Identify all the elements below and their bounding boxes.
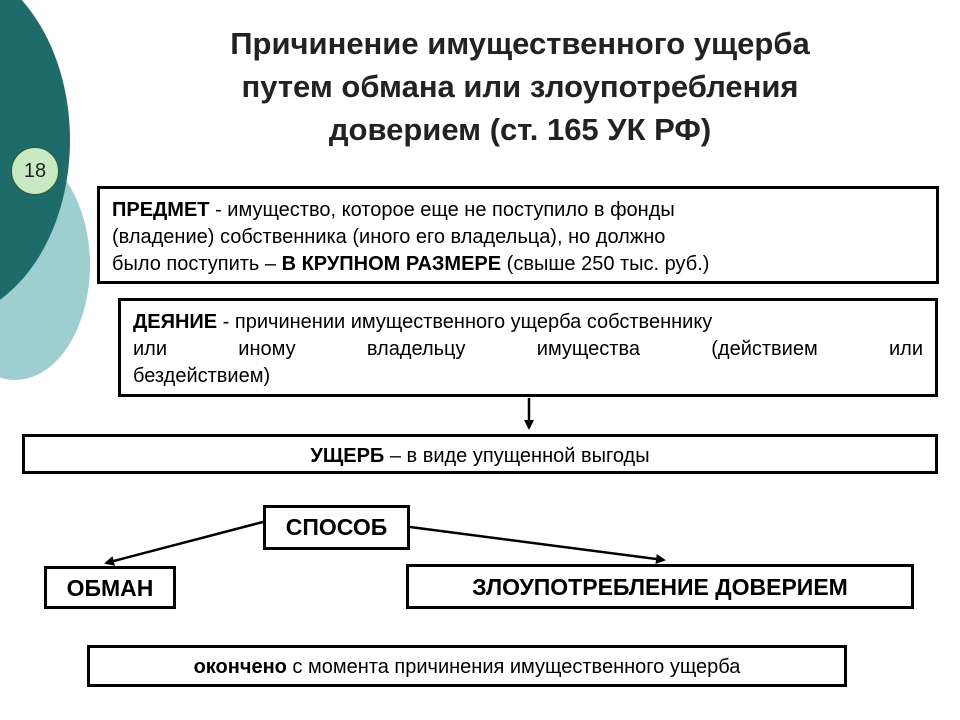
deyanie-label: ДЕЯНИЕ xyxy=(133,311,218,333)
predmet-line-1-text: - имущество, которое еще не поступило в фонды xyxy=(209,199,675,221)
obman-box xyxy=(44,566,176,609)
zloupotreblenie-box xyxy=(406,564,914,609)
slide-number-badge xyxy=(11,147,59,195)
arrow-sposob-to-zloupotreblenie xyxy=(410,527,664,560)
predmet-line-2: (владение) собственника (иного его владельца), но должно xyxy=(112,226,666,248)
usherb-label: УЩЕРБ xyxy=(310,445,385,467)
deyanie-line-1-text: - причинении имущественного ущерба собственнику xyxy=(217,311,713,333)
predmet-label: ПРЕДМЕТ xyxy=(112,199,210,221)
predmet-line-3-text: было поступить – xyxy=(112,253,282,275)
usherb-box xyxy=(22,434,938,474)
predmet-line-1 xyxy=(112,197,924,224)
okoncheno-text: с момента причинения имущественного ущерба xyxy=(286,656,741,678)
arrow-sposob-to-obman xyxy=(106,522,263,563)
predmet-line-3-tail: (свыше 250 тыс. руб.) xyxy=(501,253,710,275)
okoncheno-box xyxy=(87,645,847,687)
predmet-large-size: В КРУПНОМ РАЗМЕРЕ xyxy=(281,253,502,275)
predmet-line-3 xyxy=(112,251,924,278)
predmet-box xyxy=(97,186,939,284)
deyanie-line-1 xyxy=(133,309,923,336)
usherb-text: – в виде упущенной выгоды xyxy=(384,445,650,467)
deyanie-line-3: бездействием) xyxy=(133,365,271,387)
obman-label: ОБМАН xyxy=(66,575,154,601)
title-line-1: Причинение имущественного ущерба xyxy=(230,26,810,61)
sposob-box xyxy=(263,505,410,550)
slide-number: 18 xyxy=(23,159,47,182)
sposob-label: СПОСОБ xyxy=(285,514,388,540)
zloupotreblenie-label: ЗЛОУПОТРЕБЛЕНИЕ ДОВЕРИЕМ xyxy=(472,574,848,600)
title-line-3: доверием (ст. 165 УК РФ) xyxy=(328,112,712,147)
okoncheno-label: окончено xyxy=(193,656,287,678)
deyanie-box xyxy=(118,298,938,397)
title-line-2: путем обмана или злоупотребления xyxy=(241,69,799,104)
deyanie-line-2: или иному владельцу имущества (действием или xyxy=(133,338,923,360)
